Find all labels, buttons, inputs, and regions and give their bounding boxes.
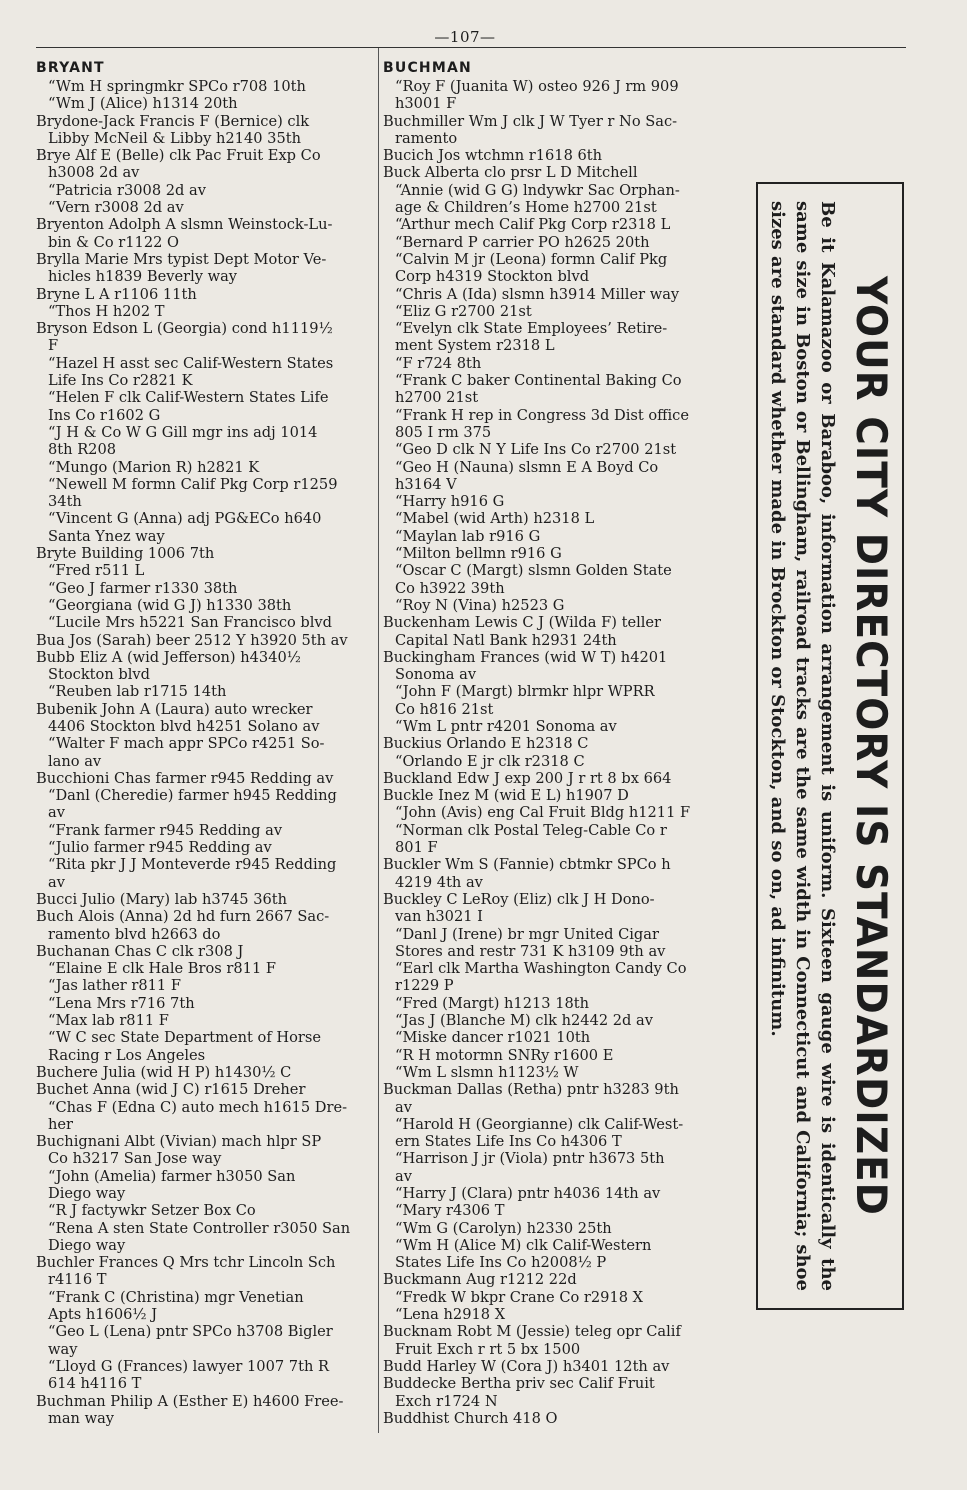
directory-line: av — [395, 1167, 412, 1185]
directory-line: “Geo L (Lena) pntr SPCo h3708 Bigler — [48, 1323, 333, 1341]
directory-line: “Vern r3008 2d av — [48, 199, 184, 217]
directory-line: Co h3922 39th — [395, 579, 505, 597]
directory-line: Bryenton Adolph A slsmn Weinstock-Lu- — [36, 216, 333, 234]
directory-line: Buchere Julia (wid H P) h1430½ C — [36, 1063, 292, 1081]
directory-line: av — [48, 873, 65, 891]
directory-line: Buckland Edw J exp 200 J r rt 8 bx 664 — [383, 769, 672, 787]
directory-line: “John (Avis) eng Cal Fruit Bldg h1211 F — [395, 804, 691, 822]
directory-line: “Calvin M jr (Leona) formn Calif Pkg — [395, 250, 668, 268]
directory-line: Stores and restr 731 K h3109 9th av — [395, 942, 666, 960]
directory-line: “Hazel H asst sec Calif-Western States — [48, 354, 334, 372]
directory-line: “John F (Margt) blrmkr hlpr WPRR — [395, 683, 655, 701]
directory-line: “Frank H rep in Congress 3d Dist office — [395, 406, 689, 424]
directory-line: “Harrison J jr (Viola) pntr h3673 5th — [395, 1150, 665, 1168]
directory-line: r1229 P — [395, 977, 454, 995]
directory-line: Buckenham Lewis C J (Wilda F) teller — [383, 614, 662, 632]
directory-line: 805 I rm 375 — [395, 423, 492, 441]
directory-line: “Harry J (Clara) pntr h4036 14th av — [395, 1185, 661, 1202]
directory-line: “Walter F mach appr SPCo r4251 So- — [48, 735, 325, 753]
directory-line: van h3021 I — [395, 908, 483, 926]
directory-line: “Milton bellmn r916 G — [395, 545, 562, 563]
directory-line: Buch Alois (Anna) 2d hd furn 2667 Sac- — [36, 908, 330, 926]
directory-line: “Wm L slsmn h1123½ W — [395, 1063, 579, 1081]
directory-line: Brydone-Jack Francis F (Bernice) clk — [36, 112, 310, 130]
directory-line: “Bernard P carrier PO h2625 20th — [395, 233, 650, 251]
advertisement-body: Be it Kalamazoo or Baraboo, information arrangement is uniform. Sixteen gauge wire is identically the same size in Boston or Bellingham, railroad tracks are the same width in Connecticut and California; shoe sizes are standard whether made in Brockton or Stockton, and so on, ad infinitum. — [767, 201, 838, 1291]
directory-line: Capital Natl Bank h2931 24th — [395, 631, 617, 649]
directory-line: Buddecke Bertha priv sec Calif Fruit — [383, 1375, 655, 1393]
directory-line: Buchman Philip A (Esther E) h4600 Free- — [36, 1392, 344, 1410]
directory-line: 4219 4th av — [395, 873, 483, 891]
directory-line: Buckman Dallas (Retha) pntr h3283 9th — [383, 1081, 679, 1099]
directory-line: “Maylan lab r916 G — [395, 527, 541, 545]
directory-line: Apts h1606½ J — [48, 1306, 158, 1324]
directory-line: “Miske dancer r1021 10th — [395, 1029, 591, 1047]
page-number: —107— — [434, 28, 496, 46]
directory-line: Racing r Los Angeles — [48, 1046, 206, 1064]
directory-line: Bryte Building 1006 7th — [36, 545, 215, 563]
directory-line: Buchanan Chas C clk r308 J — [36, 942, 244, 960]
directory-line: Buckingham Frances (wid W T) h4201 — [383, 648, 668, 666]
directory-line: h3008 2d av — [48, 164, 140, 182]
directory-line: “Orlando E jr clk r2318 C — [395, 752, 585, 770]
middle-column-header: BUCHMAN — [383, 60, 472, 76]
directory-line: Diego way — [48, 1185, 126, 1202]
directory-line: “F r724 8th — [395, 354, 482, 372]
directory-line: Buddhist Church 418 O — [383, 1409, 558, 1427]
directory-line: “Geo J farmer r1330 38th — [48, 579, 238, 597]
directory-line: Bucich Jos wtchmn r1618 6th — [383, 147, 603, 165]
directory-line: “Julio farmer r945 Redding av — [48, 839, 272, 857]
advertisement-content — [762, 191, 898, 1301]
directory-line: “Chas F (Edna C) auto mech h1615 Dre- — [48, 1098, 348, 1116]
directory-line: “Georgiana (wid G J) h1330 38th — [48, 596, 292, 614]
directory-line: “Patricia r3008 2d av — [48, 181, 206, 199]
directory-line: ramento — [395, 129, 458, 147]
directory-line: Sonoma av — [395, 666, 477, 684]
directory-line: ramento blvd h2663 do — [48, 925, 221, 943]
directory-line: “Vincent G (Anna) adj PG&ECo h640 — [48, 510, 322, 528]
directory-line: hicles h1839 Beverly way — [48, 268, 238, 286]
directory-line: Bryson Edson L (Georgia) cond h1119½ — [36, 320, 333, 338]
directory-line: “Lena Mrs r716 7th — [48, 994, 195, 1012]
directory-line: Bucchioni Chas farmer r945 Redding av — [36, 769, 334, 787]
directory-line: “R J factywkr Setzer Box Co — [48, 1202, 256, 1220]
middle-column — [383, 58, 738, 1427]
directory-line: lano av — [48, 752, 102, 770]
directory-line: “Arthur mech Calif Pkg Corp r2318 L — [395, 216, 671, 234]
directory-line: ment System r2318 L — [395, 337, 555, 355]
directory-line: “Frank C (Christina) mgr Venetian — [48, 1288, 304, 1306]
directory-line: r4116 T — [48, 1271, 107, 1289]
directory-line: av — [395, 1098, 412, 1116]
directory-line: “Jas J (Blanche M) clk h2442 2d av — [395, 1012, 653, 1030]
directory-line: “Elaine E clk Hale Bros r811 F — [48, 960, 277, 978]
directory-line: ern States Life Ins Co h4306 T — [395, 1133, 622, 1151]
directory-line: 34th — [48, 493, 82, 511]
directory-line: “W C sec State Department of Horse — [48, 1029, 321, 1047]
advertisement-box — [756, 182, 904, 1310]
directory-line: Buckley C LeRoy (Eliz) clk J H Dono- — [383, 890, 655, 908]
directory-line: Buckmann Aug r1212 22d — [383, 1271, 577, 1289]
directory-line: Buchignani Albt (Vivian) mach hlpr SP — [36, 1133, 322, 1151]
top-rule — [36, 47, 906, 48]
directory-line: 4406 Stockton blvd h4251 Solano av — [48, 717, 320, 735]
directory-line: Bua Jos (Sarah) beer 2512 Y h3920 5th av — [36, 631, 348, 649]
directory-line: 8th R208 — [48, 441, 117, 459]
directory-line: “Wm H (Alice M) clk Calif-Western — [395, 1236, 652, 1254]
directory-line: Stockton blvd — [48, 666, 150, 684]
directory-line: “Fredk W bkpr Crane Co r2918 X — [395, 1288, 644, 1306]
directory-line: “Geo D clk N Y Life Ins Co r2700 21st — [395, 441, 677, 459]
directory-line: h3164 V — [395, 475, 457, 493]
directory-line: Buchet Anna (wid J C) r1615 Dreher — [36, 1081, 306, 1099]
directory-line: “Roy N (Vina) h2523 G — [395, 596, 565, 614]
directory-line: Brylla Marie Mrs typist Dept Motor Ve- — [36, 250, 327, 268]
directory-line: “Max lab r811 F — [48, 1012, 169, 1030]
directory-line: Santa Ynez way — [48, 527, 165, 545]
directory-line: Bucknam Robt M (Jessie) teleg opr Calif — [383, 1323, 681, 1341]
directory-line: man way — [48, 1409, 115, 1427]
middle-entries-list — [383, 78, 738, 1427]
directory-line: Life Ins Co r2821 K — [48, 372, 193, 390]
directory-line: 614 h4116 T — [48, 1375, 142, 1393]
directory-line: way — [48, 1340, 78, 1358]
directory-line: “Rita pkr J J Monteverde r945 Redding — [48, 856, 337, 874]
directory-line: Co h816 21st — [395, 700, 494, 718]
directory-line: “Mungo (Marion R) h2821 K — [48, 458, 260, 476]
directory-line: h2700 21st — [395, 389, 479, 407]
directory-line: “Oscar C (Margt) slsmn Golden State — [395, 562, 672, 580]
directory-line: “John (Amelia) farmer h3050 San — [48, 1167, 296, 1185]
directory-line: “Rena A sten State Controller r3050 San — [48, 1219, 351, 1237]
left-column — [36, 58, 371, 1427]
directory-line: “Wm L pntr r4201 Sonoma av — [395, 717, 617, 735]
directory-line: Exch r1724 N — [395, 1392, 498, 1410]
directory-line: Libby McNeil & Libby h2140 35th — [48, 129, 301, 147]
directory-line: “Danl J (Irene) br mgr United Cigar — [395, 925, 659, 943]
directory-line: “Fred (Margt) h1213 18th — [395, 994, 590, 1012]
directory-line: Brye Alf E (Belle) clk Pac Fruit Exp Co — [36, 147, 321, 165]
directory-line: bin & Co r1122 O — [48, 233, 179, 251]
directory-line: “R H motormn SNRy r1600 E — [395, 1046, 614, 1064]
directory-line: Co h3217 San Jose way — [48, 1150, 222, 1168]
directory-line: Diego way — [48, 1236, 126, 1254]
directory-line: “Lucile Mrs h5221 San Francisco blvd — [48, 614, 333, 632]
directory-line: “Mabel (wid Arth) h2318 L — [395, 510, 595, 528]
directory-line: “Reuben lab r1715 14th — [48, 683, 227, 701]
directory-line: Buchmiller Wm J clk J W Tyer r No Sac- — [383, 112, 678, 130]
directory-line: “Evelyn clk State Employees’ Retire- — [395, 320, 668, 338]
directory-line: “Chris A (Ida) slsmn h3914 Miller way — [395, 285, 680, 303]
directory-line: av — [48, 804, 65, 822]
directory-line: “Jas lather r811 F — [48, 977, 181, 995]
directory-line: “Wm H springmkr SPCo r708 10th — [48, 78, 306, 95]
directory-line: “Annie (wid G G) lndywkr Sac Orphan- — [395, 181, 680, 199]
directory-line: “Frank C baker Continental Baking Co — [395, 372, 682, 390]
directory-line: Budd Harley W (Cora J) h3401 12th av — [383, 1357, 670, 1375]
directory-line: “Thos H h202 T — [48, 302, 165, 320]
directory-line: Fruit Exch r rt 5 bx 1500 — [395, 1340, 581, 1358]
directory-line: age & Children’s Home h2700 21st — [395, 199, 657, 217]
left-column-header: BRYANT — [36, 60, 105, 76]
directory-line: Corp h4319 Stockton blvd — [395, 268, 590, 286]
directory-line: her — [48, 1115, 74, 1133]
directory-line: “Newell M formn Calif Pkg Corp r1259 — [48, 475, 338, 493]
directory-line: “Earl clk Martha Washington Candy Co — [395, 960, 687, 978]
directory-line: Buckle Inez M (wid E L) h1907 D — [383, 787, 629, 805]
directory-line: “Wm J (Alice) h1314 20th — [48, 95, 238, 113]
directory-line: “Helen F clk Calif-Western States Life — [48, 389, 329, 407]
directory-line: “Wm G (Carolyn) h2330 25th — [395, 1219, 612, 1237]
directory-line: Ins Co r1602 G — [48, 406, 161, 424]
directory-line: Bryne L A r1106 11th — [36, 285, 197, 303]
directory-line: “Geo H (Nauna) slsmn E A Boyd Co — [395, 458, 659, 476]
directory-line: “Lena h2918 X — [395, 1306, 506, 1324]
directory-line: Buck Alberta clo prsr L D Mitchell — [383, 164, 638, 182]
directory-line: “Eliz G r2700 21st — [395, 302, 532, 320]
directory-line: Buchler Frances Q Mrs tchr Lincoln Sch — [36, 1254, 336, 1272]
directory-line: “Mary r4306 T — [395, 1202, 505, 1220]
directory-line: “Harry h916 G — [395, 493, 505, 511]
directory-line: “Roy F (Juanita W) osteo 926 J rm 909 — [395, 78, 679, 95]
directory-line: “Frank farmer r945 Redding av — [48, 821, 283, 839]
directory-line: Bubenik John A (Laura) auto wrecker — [36, 700, 313, 718]
directory-line: F — [48, 337, 59, 355]
directory-line: Buckius Orlando E h2318 C — [383, 735, 589, 753]
directory-line: “Harold H (Georgianne) clk Calif-West- — [395, 1115, 684, 1133]
directory-line: Bucci Julio (Mary) lab h3745 36th — [36, 890, 288, 908]
directory-line: h3001 F — [395, 95, 457, 113]
advertisement-headline: YOUR CITY DIRECTORY IS STANDARDIZED — [847, 276, 896, 1216]
directory-line: Bubb Eliz A (wid Jefferson) h4340½ — [36, 648, 301, 666]
directory-line: “Norman clk Postal Teleg-Cable Co r — [395, 821, 667, 839]
directory-line: “Lloyd G (Frances) lawyer 1007 7th R — [48, 1357, 329, 1375]
directory-line: “Fred r511 L — [48, 562, 145, 580]
directory-line: “Danl (Cheredie) farmer h945 Redding — [48, 787, 337, 805]
directory-line: 801 F — [395, 839, 438, 857]
left-entries-list — [36, 78, 371, 1427]
directory-line: “J H & Co W G Gill mgr ins adj 1014 — [48, 423, 318, 441]
directory-line: States Life Ins Co h2008½ P — [395, 1254, 607, 1272]
directory-line: Buckler Wm S (Fannie) cbtmkr SPCo h — [383, 856, 671, 874]
